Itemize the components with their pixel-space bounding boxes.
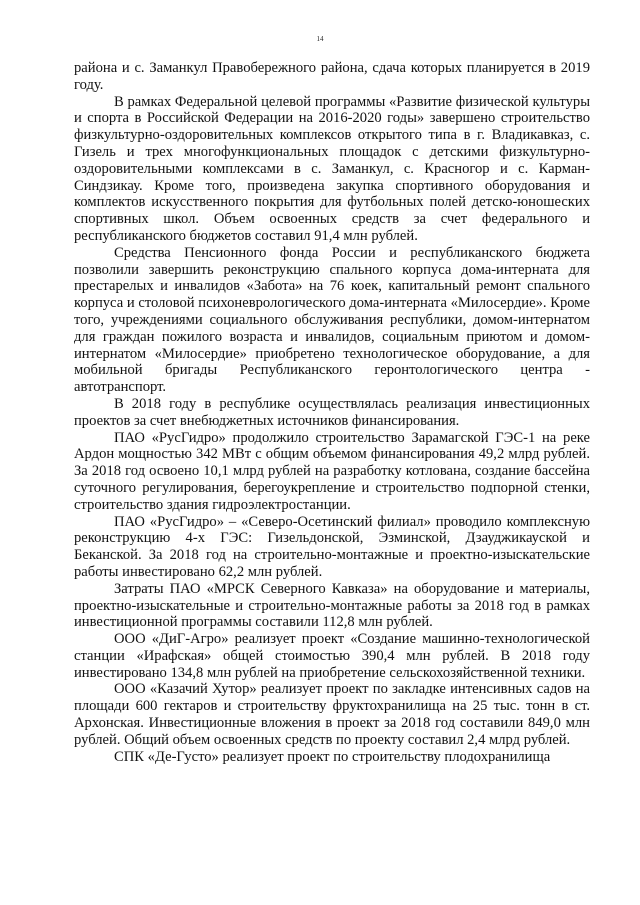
paragraph: Затраты ПАО «МРСК Северного Кавказа» на оборудование и материалы, проектно-изыскательные и строительно-монтажные работы за 2018 год в рамках инвестиционной программы составили 112,8 млн рублей.	[74, 580, 590, 631]
paragraph: ПАО «РусГидро» продолжило строительство Зарамагской ГЭС-1 на реке Ардон мощностью 342 МВт с общим объемом финансирования 49,2 млрд рублей. За 2018 год освоено 10,1 млрд рублей на разработку котлована, создание бассейна суточного регулирования, берегоукрепление и строительство подпорной стенки, строительство здания гидроэлектростанции.	[74, 429, 590, 513]
paragraph: В 2018 году в республике осуществлялась реализация инвестиционных проектов за счет внебюджетных источников финансирования.	[74, 395, 590, 429]
paragraph: ООО «Казачий Хутор» реализует проект по закладке интенсивных садов на площади 600 гектаров и строительству фруктохранилища на 25 тыс. тонн в ст. Архонская. Инвестиционные вложения в проект за 2018 год составили 849,0 млн рублей. Общий объем освоенных средств по проекту составил 2,4 млрд рублей.	[74, 681, 590, 748]
paragraph: В рамках Федеральной целевой программы «Развитие физической культуры и спорта в Российской Федерации на 2016-2020 годы» завершено строительство физкультурно-оздоровительных комплексов открытого типа в г. Владикавказ, с. Гизель и трех многофункциональных площадок с детскими физкультурно-оздоровительными комплексами в с. Заманкул, с. Красногор и с. Карман-Синдзикау. Кроме того, произведена закупка спортивного оборудования и комплектов искусственного покрытия для футбольных полей детско-юношеских спортивных школ. Объем освоенных средств за счет федерального и республиканского бюджетов составил 91,4 млн рублей.	[74, 93, 590, 244]
paragraph: ООО «ДиГ-Агро» реализует проект «Создание машинно-технологической станции «Ирафская» общей стоимостью 390,4 млн рублей. В 2018 году инвестировано 134,8 млн рублей на приобретение сельскохозяйственной техники.	[74, 631, 590, 681]
paragraph: ПАО «РусГидро» – «Северо-Осетинский филиал» проводило комплексную реконструкцию 4-х ГЭС: Гизельдонской, Эзминской, Дзауджикауской и Беканской. За 2018 год на строительно-монтажные и проектно-изыскательские работы инвестировано 62,2 млн рублей.	[74, 513, 590, 580]
paragraph: СПК «Де-Густо» реализует проект по строительству плодохранилища	[114, 748, 551, 765]
paragraph: района и с. Заманкул Правобережного района, сдача которых планируется в 2019 году.	[74, 60, 590, 93]
paragraph: Средства Пенсионного фонда России и республиканского бюджета позволили завершить реконструкцию спального корпуса дома-интерната для престарелых и инвалидов «Забота» на 76 коек, капитальный ремонт спального корпуса и столовой психоневрологического дома-интерната «Милосердие». Кроме того, учреждениями социального обслуживания республики, домом-интернатом для граждан пожилого возраста и инвалидов, социальным приютом и домом-интернатом «Милосердие» приобретено технологическое оборудование, а для мобильной бригады Республиканского геронтологического центра - автотранспорт.	[74, 244, 590, 396]
page-number: 14	[316, 35, 324, 43]
document-body	[74, 60, 590, 765]
